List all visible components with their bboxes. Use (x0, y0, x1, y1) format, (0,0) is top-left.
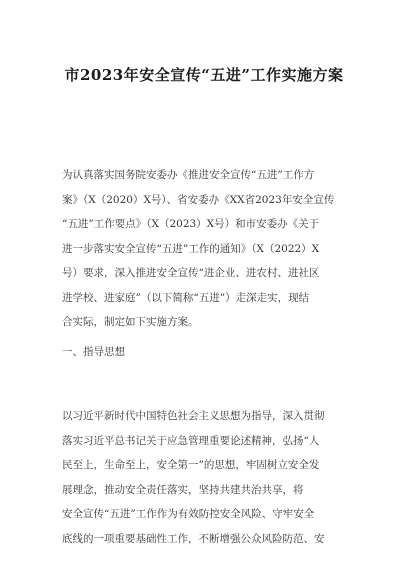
text-line: 案》（X（2020）X号）、省安委办《XX省2023年安全宣传 (62, 193, 335, 206)
section-heading-guiding-ideology: 一、指导思想 (62, 346, 125, 358)
text-line: 以习近平新时代中国特色社会主义思想为指导，深入贯彻 (62, 410, 325, 422)
text-line: 进学校、进家庭”（以下简称“五进”）走深走实，现结 (62, 291, 310, 304)
text-line: “五进”工作要点》（X（2023）X号）和市安委办《关于 (62, 218, 320, 230)
text-line: 为认真落实国务院安委办《推进安全宣传“五进”工作方 (62, 169, 315, 181)
text-line: 安全宣传“五进”工作作为有效防控安全风险、守牢安全 (62, 508, 315, 520)
text-line: 落实习近平总书记关于应急管理重要论述精神，弘扬“人 (62, 434, 320, 447)
text-line: 号）要求，深入推进安全宣传“进企业、进农村、进社区 (62, 267, 320, 279)
section1-paragraph (62, 404, 347, 551)
document-title: 市2023年安全宣传“五进”工作实施方案 (64, 66, 344, 84)
text-line: 合实际，制定如下实施方案。 (62, 316, 199, 328)
intro-paragraph (62, 163, 347, 335)
text-line: 底线的一项重要基础性工作，不断增强公众风险防范、安 (62, 532, 325, 545)
text-line: 进一步落实安全宣传“五进”工作的通知》（X（2022）X (62, 242, 320, 255)
text-line: 民至上，生命至上，安全第一”的思想，牢固树立安全发 (62, 459, 320, 471)
text-line: 展理念，推动安全责任落实，坚持共建共治共享，将 (62, 483, 304, 496)
